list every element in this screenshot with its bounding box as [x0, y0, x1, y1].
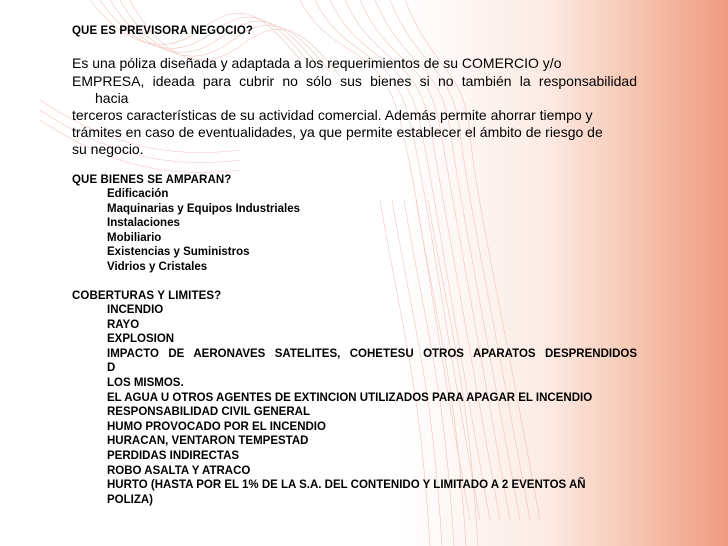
intro-line-3: hacia — [95, 90, 129, 106]
list-item: Instalaciones — [107, 217, 180, 230]
coverages-list — [107, 303, 637, 507]
list-item: HURTO (HASTA POR EL 1% DE LA S.A. DEL CONTENIDO Y LIMITADO A 2 EVENTOS AÑ — [107, 479, 586, 492]
assets-list — [107, 187, 300, 275]
intro-line-1: Es una póliza diseñada y adaptada a los requerimientos de su COMERCIO y/o — [72, 55, 562, 71]
list-item: ROBO ASALTA Y ATRACO — [107, 464, 251, 477]
intro-line-6: su negocio. — [72, 141, 144, 157]
heading-assets-covered: QUE BIENES SE AMPARAN? — [72, 174, 232, 186]
list-item: Vidrios y Cristales — [107, 260, 208, 273]
intro-line-5: trámites en caso de eventualidades, ya que permite establecer el ámbito de riesgo de — [72, 124, 603, 140]
heading-coverages: COBERTURAS Y LIMITES? — [72, 290, 222, 302]
list-item: Edificación — [107, 188, 169, 200]
list-item: IMPACTO DE AERONAVES SATELITES, COHETESU OTROS APARATOS DESPRENDIDOS — [107, 347, 637, 360]
heading-what-is: QUE ES PREVISORA NEGOCIO? — [72, 25, 253, 37]
intro-line-4: terceros características de su actividad comercial. Además permite ahorrar tiempo y — [72, 107, 593, 123]
intro-line-2: EMPRESA, ideada para cubrir no sólo sus bienes si no también la responsabilidad — [72, 73, 637, 89]
list-item: RESPONSABILIDAD CIVIL GENERAL — [107, 406, 310, 419]
list-item: Existencias y Suministros — [107, 246, 250, 259]
list-item: INCENDIO — [107, 304, 164, 316]
list-item: RAYO — [107, 318, 140, 331]
list-item: HUMO PROVOCADO POR EL INCENDIO — [107, 420, 326, 433]
list-item: EXPLOSION — [107, 333, 175, 346]
list-item: POLIZA) — [107, 493, 153, 506]
list-item: D — [107, 362, 116, 375]
list-item: LOS MISMOS. — [107, 376, 184, 389]
list-item: EL AGUA U OTROS AGENTES DE EXTINCION UTILIZADOS PARA APAGAR EL INCENDIO — [107, 391, 593, 404]
list-item: Maquinarias y Equipos Industriales — [107, 202, 300, 215]
list-item: Mobiliario — [107, 231, 162, 244]
list-item: HURACAN, VENTARON TEMPESTAD — [107, 435, 309, 448]
list-item: PERDIDAS INDIRECTAS — [107, 449, 240, 462]
